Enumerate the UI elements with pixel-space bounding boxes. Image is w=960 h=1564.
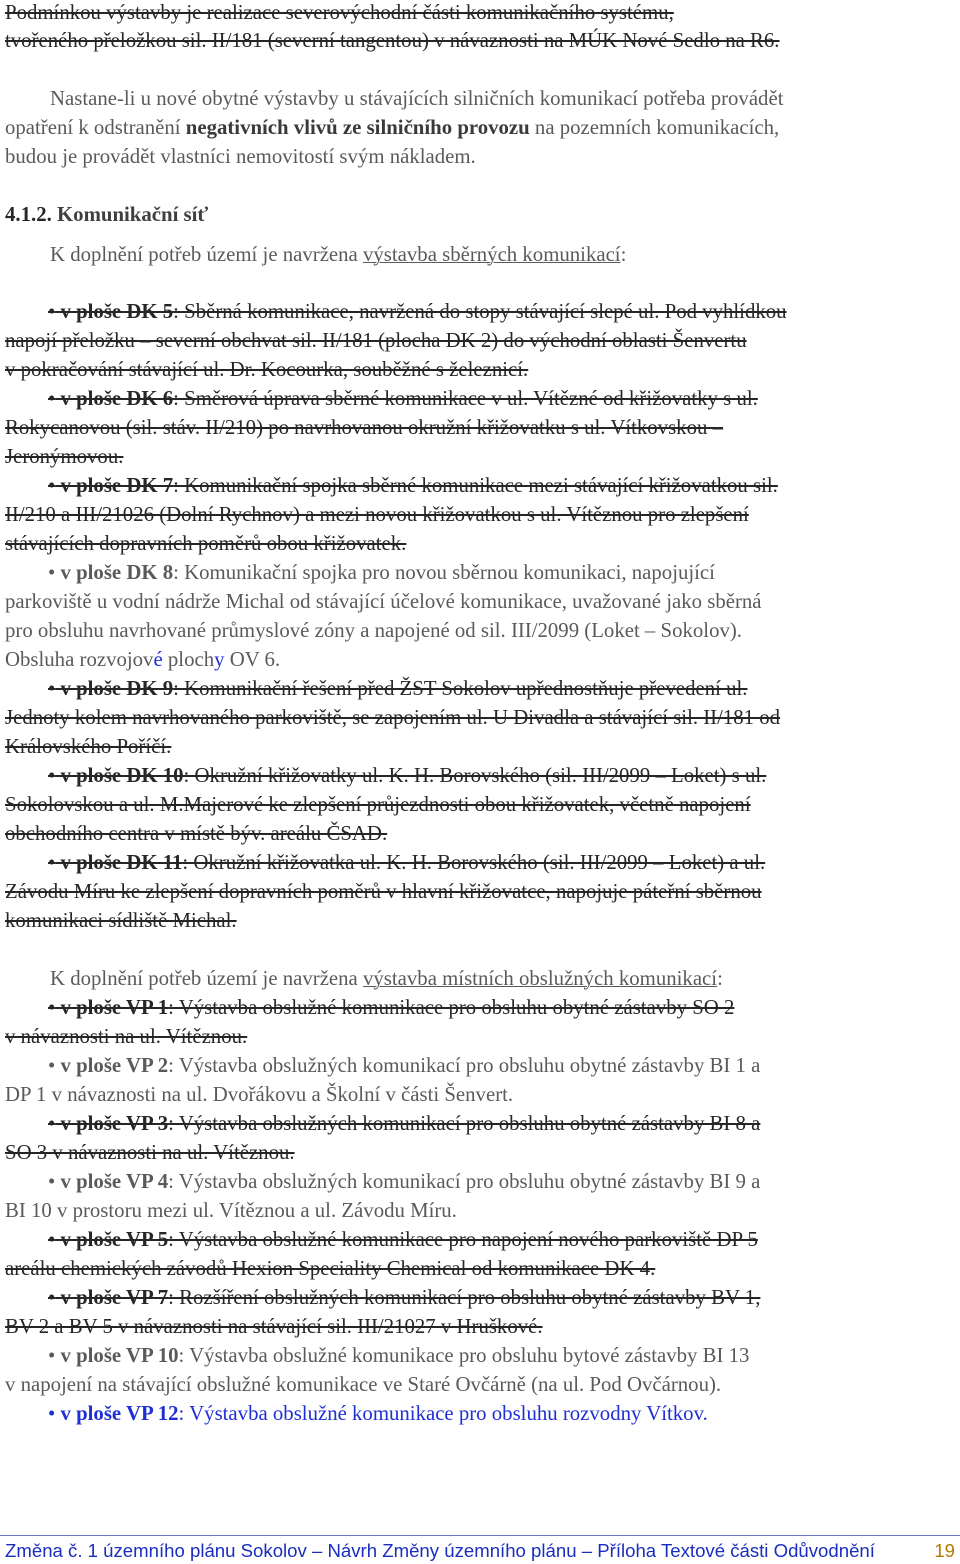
bullet: •: [48, 1402, 56, 1425]
section-intro-text: K doplnění potřeb území je navržena: [50, 243, 363, 266]
vp7-lead: v ploše VP 7: [60, 1286, 169, 1309]
vp10-item: [48, 1342, 749, 1370]
dk11-text: : Okružní křižovatka ul. K. H. Borovského (sil. III/2099 – Loket) a ul.: [182, 851, 766, 874]
dk10-text: : Okružní křižovatky ul. K. H. Borovského (sil. III/2099 – Loket) s ul.: [183, 764, 767, 787]
page-number: 19: [934, 1540, 955, 1561]
dk6-line-3: Jeronýmovou.: [5, 445, 124, 468]
para2-text: na pozemních komunikacích,: [529, 116, 780, 139]
dk10-line-3: obchodního centra v místě býv. areálu ČSAD.: [5, 822, 388, 845]
section-number: 4.1.2.: [5, 203, 52, 226]
dk8-insert: y: [214, 648, 225, 671]
dk11-line-2: Závodu Míru ke zlepšení dopravních poměrů v hlavní křižovatce, napojuje páteřní sběrnou: [5, 880, 762, 903]
bullet: •: [48, 561, 56, 584]
bullet: •: [48, 677, 56, 700]
dk6-line-2: Rokycanovou (sil. stáv. II/210) po navrhovanou okružní křižovatku s ul. Vítkovskou –: [5, 416, 723, 439]
bullet: •: [48, 1344, 56, 1367]
bullet: •: [48, 764, 56, 787]
bullet: •: [48, 996, 56, 1019]
vp7-item: [48, 1284, 760, 1312]
dk7-lead: v ploše DK 7: [60, 474, 174, 497]
vp2-text: : Výstavba obslužných komunikací pro obsluhu obytné zástavby BI 1 a: [168, 1054, 761, 1077]
page-footer: [5, 1538, 955, 1564]
dk8-insert: é: [153, 648, 163, 671]
vp1-line-2: v návaznosti na ul. Vítěznou.: [5, 1025, 248, 1048]
vp10-lead: v ploše VP 10: [60, 1344, 179, 1367]
vp1-item: [48, 994, 734, 1022]
dk8-text: Obsluha rozvojov: [5, 648, 154, 671]
bullet: •: [48, 1286, 56, 1309]
dk9-line-3: Královského Poříčí.: [5, 735, 172, 758]
dk5-lead: v ploše DK 5: [60, 300, 174, 323]
vp2-lead: v ploše VP 2: [60, 1054, 169, 1077]
dk8-line-3: pro obsluhu navrhované průmyslové zóny a napojené od sil. III/2099 (Loket – Sokolov).: [5, 619, 742, 642]
para2-line-2: [5, 114, 779, 142]
para2-line-3: budou je provádět vlastníci nemovitostí svým nákladem.: [5, 145, 476, 168]
dk8-item: [48, 559, 715, 587]
dk5-text: : Sběrná komunikace, navržená do stopy stávající slepé ul. Pod vyhlídkou: [173, 300, 787, 323]
vp1-lead: v ploše VP 1: [60, 996, 169, 1019]
dk11-item: [48, 849, 765, 877]
dk5-line-2: napojí přeložku – severní obchvat sil. II/181 (plocha DK 2) do východní oblasti Šenvertu: [5, 329, 747, 352]
section-intro: [50, 241, 626, 269]
section2-intro-text: K doplnění potřeb území je navržena: [50, 967, 363, 990]
vp3-lead: v ploše VP 3: [60, 1112, 169, 1135]
vp4-lead: v ploše VP 4: [60, 1170, 169, 1193]
dk8-text: ploch: [162, 648, 215, 671]
section-heading: [5, 201, 208, 229]
dk8-text: OV 6.: [224, 648, 281, 671]
dk8-line-4: [5, 646, 280, 674]
vp4-text: : Výstavba obslužných komunikací pro obsluhu obytné zástavby BI 9 a: [168, 1170, 761, 1193]
dk10-line-2: Sokolovskou a ul. M.Majerové ke zlepšení průjezdnosti obou křižovatek, včetně napojení: [5, 793, 751, 816]
bullet: •: [48, 387, 56, 410]
vp12-text: : Výstavba obslužné komunikace pro obsluhu rozvodny Vítkov.: [178, 1402, 708, 1425]
dk9-lead: v ploše DK 9: [60, 677, 174, 700]
vp4-line-2: BI 10 v prostoru mezi ul. Vítěznou a ul. Závodu Míru.: [5, 1199, 457, 1222]
vp5-text: : Výstavba obslužné komunikace pro napojení nového parkoviště DP 5: [168, 1228, 758, 1251]
section-intro-underlined: výstavba sběrných komunikací: [363, 243, 621, 266]
section-intro-colon: :: [620, 243, 627, 266]
vp3-line-2: SO 3 v návaznosti na ul. Vítěznou.: [5, 1141, 295, 1164]
bullet: •: [48, 1112, 56, 1135]
dk8-line-2: parkoviště u vodní nádrže Michal od stávající účelové komunikace, uvažované jako sběrná: [5, 590, 762, 613]
dk7-line-3: stávajících dopravních poměrů obou křižovatek.: [5, 532, 407, 555]
intro-line-2: tvořeného přeložkou sil. II/181 (severní tangentou) v návaznosti na MÚK Nové Sedlo na R6.: [5, 29, 780, 52]
bullet: •: [48, 851, 56, 874]
vp5-lead: v ploše VP 5: [60, 1228, 169, 1251]
vp3-text: : Výstavba obslužných komunikací pro obsluhu obytné zástavby BI 8 a: [168, 1112, 761, 1135]
dk7-line-2: II/210 a III/21026 (Dolní Rychnov) a mezi novou křižovatkou s ul. Vítěznou pro zlepšení: [5, 503, 749, 526]
vp4-item: [48, 1168, 760, 1196]
vp10-line-2: v napojení na stávající obslužné komunikace ve Staré Ovčárně (na ul. Pod Ovčárnou).: [5, 1373, 722, 1396]
bullet: •: [48, 1054, 56, 1077]
vp1-text: : Výstavba obslužné komunikace pro obsluhu obytné zástavby SO 2: [168, 996, 735, 1019]
vp12-item: [48, 1400, 708, 1428]
vp7-line-2: BV 2 a BV 5 v návaznosti na stávající sil. III/21027 v Hruškové.: [5, 1315, 543, 1338]
section2-intro: [50, 965, 723, 993]
dk9-text: : Komunikační řešení před ŽST Sokolov upřednostňuje převedení ul.: [173, 677, 748, 700]
dk10-item: [48, 762, 766, 790]
dk8-lead: v ploše DK 8: [60, 561, 174, 584]
intro-line-1: Podmínkou výstavby je realizace severovýchodní části komunikačního systému,: [5, 1, 674, 24]
footer-rule: [0, 1535, 960, 1536]
dk9-line-2: Jednoty kolem navrhovaného parkoviště, se zapojením ul. U Divadla a stávající sil. II/181 od: [5, 706, 781, 729]
dk11-lead: v ploše DK 11: [60, 851, 183, 874]
dk9-item: [48, 675, 747, 703]
section2-intro-underlined: výstavba místních obslužných komunikací: [363, 967, 718, 990]
para2-text: opatření k odstranění: [5, 116, 186, 139]
vp2-line-2: DP 1 v návaznosti na ul. Dvořákovu a Školní v části Šenvert.: [5, 1083, 514, 1106]
dk7-text: : Komunikační spojka sběrné komunikace mezi stávající křižovatkou sil.: [173, 474, 778, 497]
dk5-item: [48, 298, 787, 326]
bullet: •: [48, 300, 56, 323]
dk6-text: : Směrová úprava sběrné komunikace v ul. Vítězné od křižovatky s ul.: [173, 387, 758, 410]
vp12-lead: v ploše VP 12: [60, 1402, 179, 1425]
para2-emphasis: negativních vlivů ze silničního provozu: [185, 116, 530, 139]
vp5-item: [48, 1226, 758, 1254]
vp5-line-2: areálu chemických závodů Hexion Speciality Chemical od komunikace DK 4.: [5, 1257, 656, 1280]
section2-intro-colon: :: [717, 967, 723, 990]
bullet: •: [48, 1170, 56, 1193]
dk8-text: : Komunikační spojka pro novou sběrnou komunikaci, napojující: [173, 561, 715, 584]
para2-line-1: Nastane-li u nové obytné výstavby u stávajících silničních komunikací potřeba provádět: [50, 87, 784, 110]
dk5-line-3: v pokračování stávající ul. Dr. Kocourka, souběžné s železnicí.: [5, 358, 529, 381]
dk10-lead: v ploše DK 10: [60, 764, 184, 787]
vp10-text: : Výstavba obslužné komunikace pro obsluhu bytové zástavby BI 13: [178, 1344, 750, 1367]
vp3-item: [48, 1110, 760, 1138]
vp7-text: : Rozšíření obslužných komunikací pro obsluhu obytné zástavby BV 1,: [168, 1286, 761, 1309]
dk6-lead: v ploše DK 6: [60, 387, 174, 410]
bullet: •: [48, 474, 56, 497]
footer-text: Změna č. 1 územního plánu Sokolov – Návrh Změny územního plánu – Příloha Textové části Odůvodnění: [5, 1540, 875, 1561]
bullet: •: [48, 1228, 56, 1251]
dk6-item: [48, 385, 758, 413]
section-title: Komunikační síť: [57, 203, 209, 226]
vp2-item: [48, 1052, 760, 1080]
dk11-line-3: komunikaci sídliště Michal.: [5, 909, 237, 932]
dk7-item: [48, 472, 778, 500]
